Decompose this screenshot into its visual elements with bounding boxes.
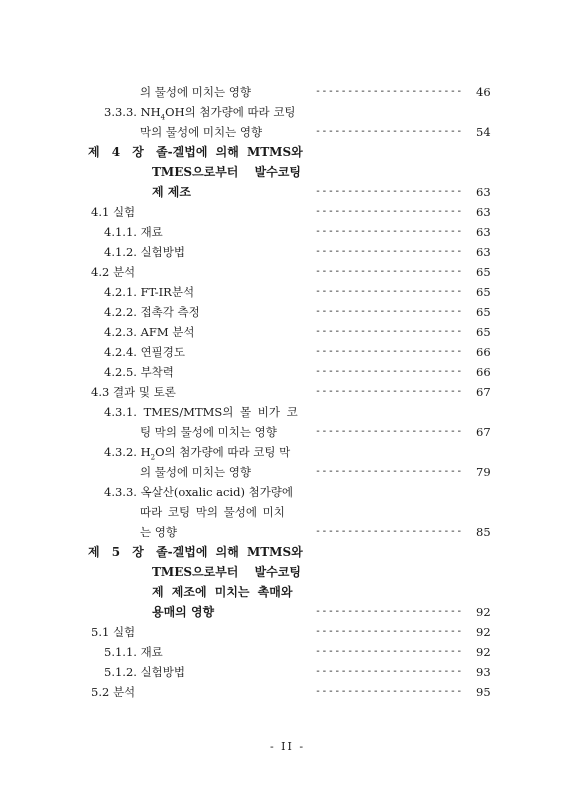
chapter-title: 졸-겔법에 의해 MTMS와 [156, 545, 303, 559]
page-number: 65 [476, 265, 491, 279]
chapter-prefix: 제 5 장 [88, 545, 144, 559]
toc-entry [91, 204, 135, 220]
dot-leader: ----------------------- [315, 646, 463, 657]
toc-entry-continuation: 는 영향 [140, 525, 177, 539]
dot-leader: ----------------------- [315, 126, 463, 137]
toc-entry [104, 484, 293, 500]
page-number: 95 [476, 685, 491, 699]
section-title: 실험 [112, 205, 136, 219]
section-number: 5.2 [91, 685, 110, 699]
section-number: 4.2.5. [104, 365, 137, 379]
chapter-heading-continuation: 용매의 영향 [152, 605, 215, 619]
section-number: 4.2.3. [104, 325, 137, 339]
page-number: 65 [476, 285, 491, 299]
section-number: 4.2.1. [104, 285, 137, 299]
toc-entry [91, 264, 135, 280]
section-number: 4.2 [91, 265, 110, 279]
chapter-heading-continuation: 제 제조에 미치는 촉매와 [152, 585, 293, 599]
chapter-heading [88, 544, 303, 560]
dot-leader: ----------------------- [315, 686, 463, 697]
toc-entry [104, 224, 163, 240]
chapter-heading-continuation: 제 제조 [152, 185, 191, 199]
page-number: 65 [476, 325, 491, 339]
dot-leader: ----------------------- [315, 626, 463, 637]
page-number: 54 [476, 125, 491, 139]
section-title: 분석 [112, 265, 136, 279]
section-title: 분석 [112, 685, 136, 699]
toc-entry [104, 324, 195, 340]
toc-entry-continuation: 막의 물성에 미치는 영향 [140, 125, 263, 139]
section-title: $NH_4OH$의 첨가량에 따라 코팅 [140, 105, 296, 122]
section-title: AFM 분석 [140, 325, 195, 339]
section-title: 접촉각 측정 [140, 305, 200, 319]
section-number: 5.1.2. [104, 665, 137, 679]
section-title: 연필경도 [140, 345, 186, 359]
dot-leader: ----------------------- [315, 246, 463, 257]
dot-leader: ----------------------- [315, 286, 463, 297]
page-number: 63 [476, 205, 491, 219]
dot-leader: ----------------------- [315, 666, 463, 677]
dot-leader: ----------------------- [315, 186, 463, 197]
section-number: 4.2.4. [104, 345, 137, 359]
toc-entry [104, 344, 185, 360]
toc-entry [104, 404, 298, 420]
section-number: 4.3.1. [104, 405, 137, 419]
toc-entry [104, 444, 290, 465]
dot-leader: ----------------------- [315, 606, 463, 617]
page-number: 67 [476, 385, 491, 399]
section-number: 4.2.2. [104, 305, 137, 319]
dot-leader: ----------------------- [315, 306, 463, 317]
page-number: 85 [476, 525, 491, 539]
section-title: 실험 [112, 625, 136, 639]
chapter-heading-continuation: TMES으로부터 발수코팅 [152, 565, 301, 579]
dot-leader: ----------------------- [315, 366, 463, 377]
dot-leader: ----------------------- [315, 266, 463, 277]
section-number: 4.1 [91, 205, 110, 219]
dot-leader: ----------------------- [315, 206, 463, 217]
toc-entry-continuation: 의 물성에 미치는 영향 [140, 465, 251, 479]
toc-entry [104, 364, 174, 380]
toc-entry [104, 104, 296, 125]
chapter-heading [88, 144, 303, 160]
toc-entry [91, 624, 135, 640]
page-number: 92 [476, 625, 491, 639]
page-number: 92 [476, 645, 491, 659]
toc-entry [104, 284, 194, 300]
page-number: 79 [476, 465, 491, 479]
section-title: TMES/MTMS의 몰 비가 코 [143, 405, 298, 419]
chapter-prefix: 제 4 장 [88, 145, 144, 159]
toc-entry [91, 684, 135, 700]
toc-entry [104, 244, 185, 260]
section-title: 부착력 [140, 365, 174, 379]
section-title: 실험방법 [140, 665, 186, 679]
chapter-title: 졸-겔법에 의해 MTMS와 [156, 145, 303, 159]
dot-leader: ----------------------- [315, 526, 463, 537]
section-number: 5.1 [91, 625, 110, 639]
section-title: FT-IR분석 [140, 285, 195, 299]
toc-entry-continuation: 팅 막의 물성에 미치는 영향 [140, 425, 277, 439]
page-number: 67 [476, 425, 491, 439]
page-number: 63 [476, 225, 491, 239]
toc-entry-continuation: 의 물성에 미치는 영향 [140, 85, 251, 99]
page-number: 93 [476, 665, 491, 679]
page-number: 66 [476, 365, 491, 379]
section-number: 4.3 [91, 385, 110, 399]
page-number: 65 [476, 305, 491, 319]
page-number: 66 [476, 345, 491, 359]
chapter-heading-continuation: TMES으로부터 발수코팅 [152, 165, 301, 179]
toc-entry [104, 644, 163, 660]
section-number: 4.3.3. [104, 485, 137, 499]
section-number: 3.3.3. [104, 105, 137, 119]
section-title: $H_2O$의 첨가량에 따라 코팅 막 [140, 445, 291, 462]
section-number: 4.1.1. [104, 225, 137, 239]
page-footer-number: - II - [269, 740, 306, 753]
page-number: 63 [476, 185, 491, 199]
dot-leader: ----------------------- [315, 326, 463, 337]
section-title: 재료 [140, 225, 163, 239]
toc-entry [91, 384, 176, 400]
section-number: 4.1.2. [104, 245, 137, 259]
dot-leader: ----------------------- [315, 226, 463, 237]
section-number: 5.1.1. [104, 645, 137, 659]
toc-entry-continuation: 따라 코팅 막의 물성에 미치 [140, 505, 285, 519]
section-title: 옥살산(oxalic acid) 첨가량에 [140, 485, 294, 499]
section-title: 결과 및 토론 [112, 385, 176, 399]
page-number: 63 [476, 245, 491, 259]
dot-leader: ----------------------- [315, 466, 463, 477]
page-number: 46 [476, 85, 491, 99]
dot-leader: ----------------------- [315, 386, 463, 397]
dot-leader: ----------------------- [315, 426, 463, 437]
page-number: 92 [476, 605, 491, 619]
section-title: 재료 [140, 645, 163, 659]
dot-leader: ----------------------- [315, 86, 463, 97]
toc-entry [104, 664, 185, 680]
toc-entry [104, 304, 200, 320]
section-number: 4.3.2. [104, 445, 137, 459]
section-title: 실험방법 [140, 245, 186, 259]
dot-leader: ----------------------- [315, 346, 463, 357]
